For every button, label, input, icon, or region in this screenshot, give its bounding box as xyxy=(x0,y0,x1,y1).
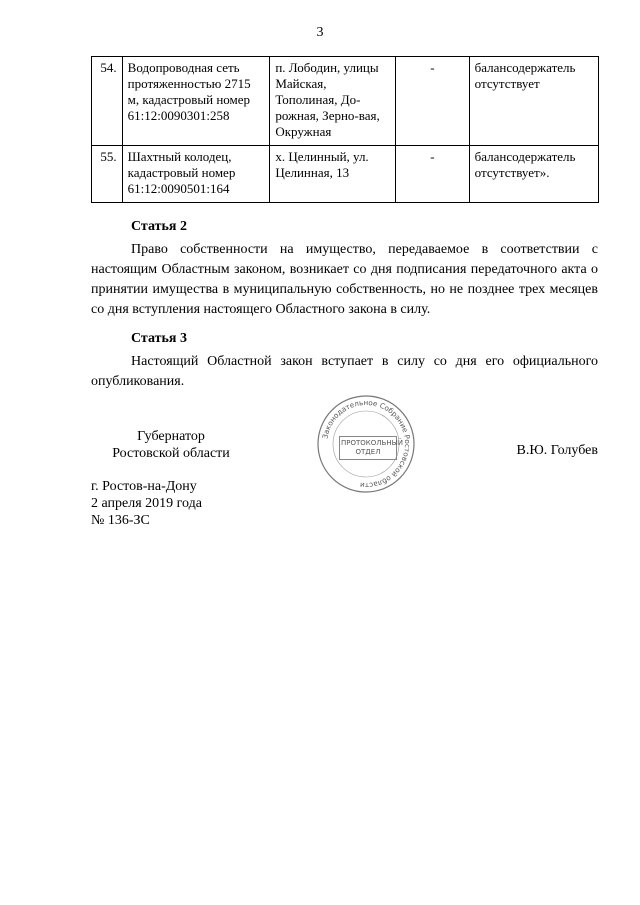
article-2-text: Право собственности на имущество, передаваемое в соответствии с настоящим Областным законом, возникает со дня подписания передаточного акта о принятии имущества в муниципальную собственность, но не позднее трех месяцев со дня вступления настоящего Областного закона в силу. xyxy=(91,242,598,317)
stamp-inner-line-1: ПРОТОКОЛЬНЫЙ xyxy=(341,439,404,447)
row-number: 55. xyxy=(92,146,123,203)
property-address: х. Целинный, ул. Целинная, 13 xyxy=(270,146,396,203)
article-2-title: Статья 2 xyxy=(131,219,187,234)
position-line-2: Ростовской области xyxy=(112,446,230,461)
empty-cell-dash: - xyxy=(396,146,469,203)
city: г. Ростов-на-Дону xyxy=(91,479,197,494)
row-number: 54. xyxy=(92,57,123,146)
date: 2 апреля 2019 года xyxy=(91,496,202,511)
stamp-inner-box xyxy=(339,436,404,460)
table-row xyxy=(92,57,599,146)
place-date-number xyxy=(91,478,202,529)
law-number: № 136-ЗС xyxy=(91,513,150,528)
article-3-title: Статья 3 xyxy=(131,331,187,346)
property-table xyxy=(91,56,599,203)
balance-holder: балансодержатель отсутствует». xyxy=(469,146,598,203)
signatory-name: В.Ю. Голубев xyxy=(516,443,598,458)
property-name: Шахтный колодец, кадастровый номер 61:12:0090501:164 xyxy=(122,146,270,203)
stamp-inner-line-2: ОТДЕЛ xyxy=(355,448,381,456)
position-line-1: Губернатор xyxy=(137,429,205,444)
property-address: п. Лободин, улицы Майская, Тополиная, До-рожная, Зерно-вая, Окружная xyxy=(270,57,396,146)
article-3-text: Настоящий Областной закон вступает в силу со дня его официального опубликования. xyxy=(91,354,598,389)
balance-holder: балансодержатель отсутствует xyxy=(469,57,598,146)
page-number: 3 xyxy=(316,25,324,40)
signatory-position xyxy=(91,428,251,462)
table-row xyxy=(92,146,599,203)
empty-cell-dash: - xyxy=(396,57,469,146)
property-name: Водопроводная сеть протяженностью 2715 м, кадастровый номер 61:12:0090301:258 xyxy=(122,57,270,146)
stamp-ring-text: Законодательное Собрание Ростовской области xyxy=(320,397,413,491)
